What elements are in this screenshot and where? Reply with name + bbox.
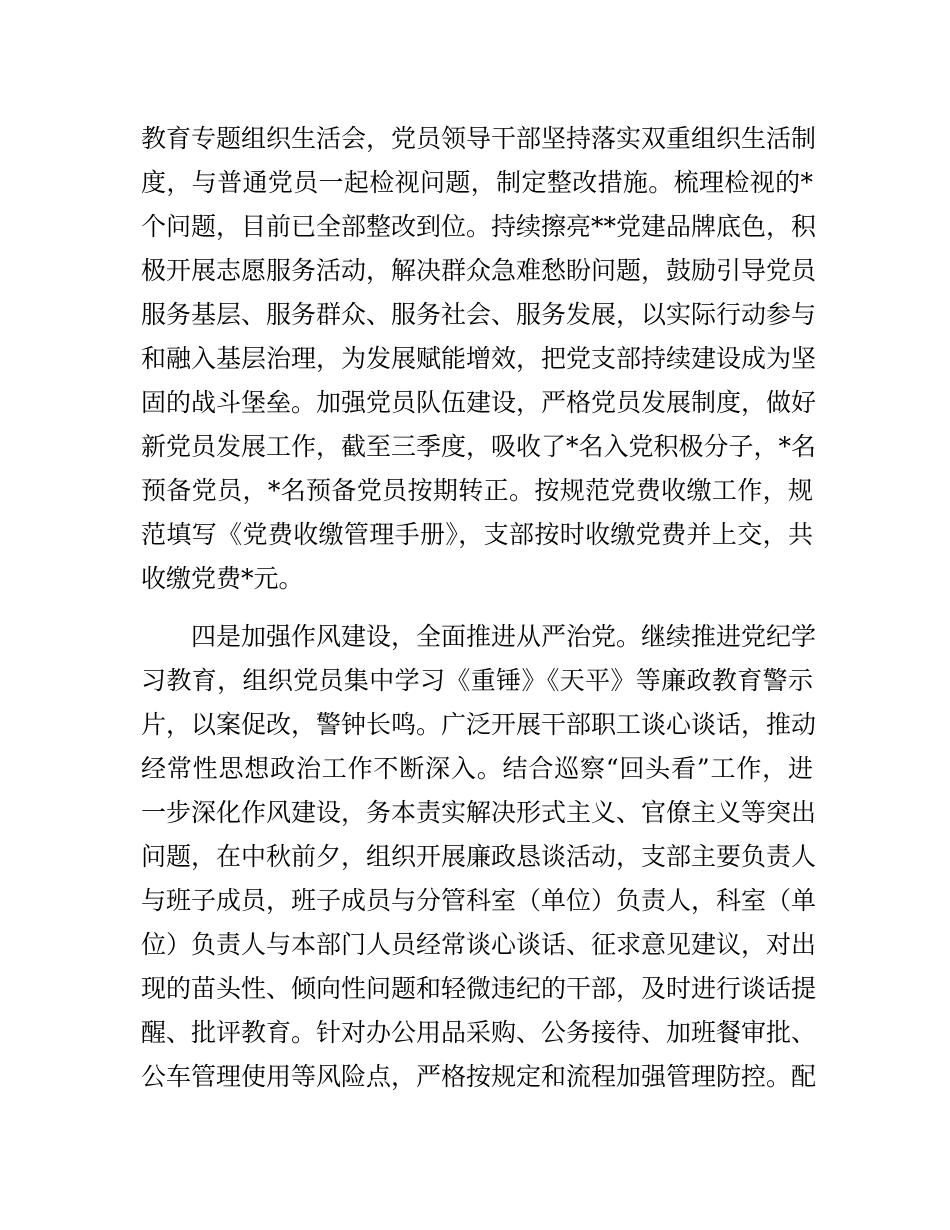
text-line: 习教育，组织党员集中学习《重锤》《天平》等廉政教育警示	[141, 666, 813, 695]
paragraph-party-building	[141, 117, 817, 601]
text-line: 预备党员，*名预备党员按期转正。按规范党费收缴工作，规	[141, 476, 813, 505]
text-line: 度，与普通党员一起检视问题，制定整改措施。梳理检视的*	[141, 168, 813, 197]
text-line: 一步深化作风建设，务本责实解决形式主义、官僚主义等突出	[141, 798, 817, 827]
text-line: 范填写《党费收缴管理手册》，支部按时收缴党费并上交，共	[141, 520, 813, 549]
text-line: 位）负责人与本部门人员经常谈心谈话、征求意见建议，对出	[141, 930, 817, 959]
text-line: 极开展志愿服务活动，解决群众急难愁盼问题，鼓励引导党员	[141, 256, 817, 285]
text-line: 新党员发展工作，截至三季度，吸收了*名入党积极分子，*名	[141, 432, 817, 461]
text-line: 与班子成员，班子成员与分管科室（单位）负责人，科室（单	[141, 886, 817, 915]
text-line: 问题，在中秋前夕，组织开展廉政恳谈活动，支部主要负责人	[141, 842, 817, 871]
text-line: 片，以案促改，警钟长鸣。广泛开展干部职工谈心谈话，推动	[141, 710, 817, 739]
document-body	[141, 117, 817, 1099]
paragraph-work-style	[141, 615, 817, 1099]
text-line: 教育专题组织生活会，党员领导干部坚持落实双重组织生活制	[141, 124, 817, 153]
text-line: 服务基层、服务群众、服务社会、服务发展，以实际行动参与	[141, 300, 817, 329]
text-line: 收缴党费*元。	[141, 564, 304, 593]
text-line: 和融入基层治理，为发展赋能增效，把党支部持续建设成为坚	[141, 344, 817, 373]
text-line: 四是加强作风建设，全面推进从严治党。继续推进党纪学	[191, 622, 817, 651]
text-line: 个问题，目前已全部整改到位。持续擦亮**党建品牌底色，积	[141, 212, 817, 241]
text-line: 经常性思想政治工作不断深入。结合巡察“回头看”工作，进	[141, 754, 813, 783]
text-line: 现的苗头性、倾向性问题和轻微违纪的干部，及时进行谈话提	[141, 974, 817, 1003]
text-line: 固的战斗堡垒。加强党员队伍建设，严格党员发展制度，做好	[141, 388, 817, 417]
text-line: 公车管理使用等风险点，严格按规定和流程加强管理防控。配	[141, 1062, 817, 1091]
text-line: 醒、批评教育。针对办公用品采购、公务接待、加班餐审批、	[141, 1018, 817, 1047]
